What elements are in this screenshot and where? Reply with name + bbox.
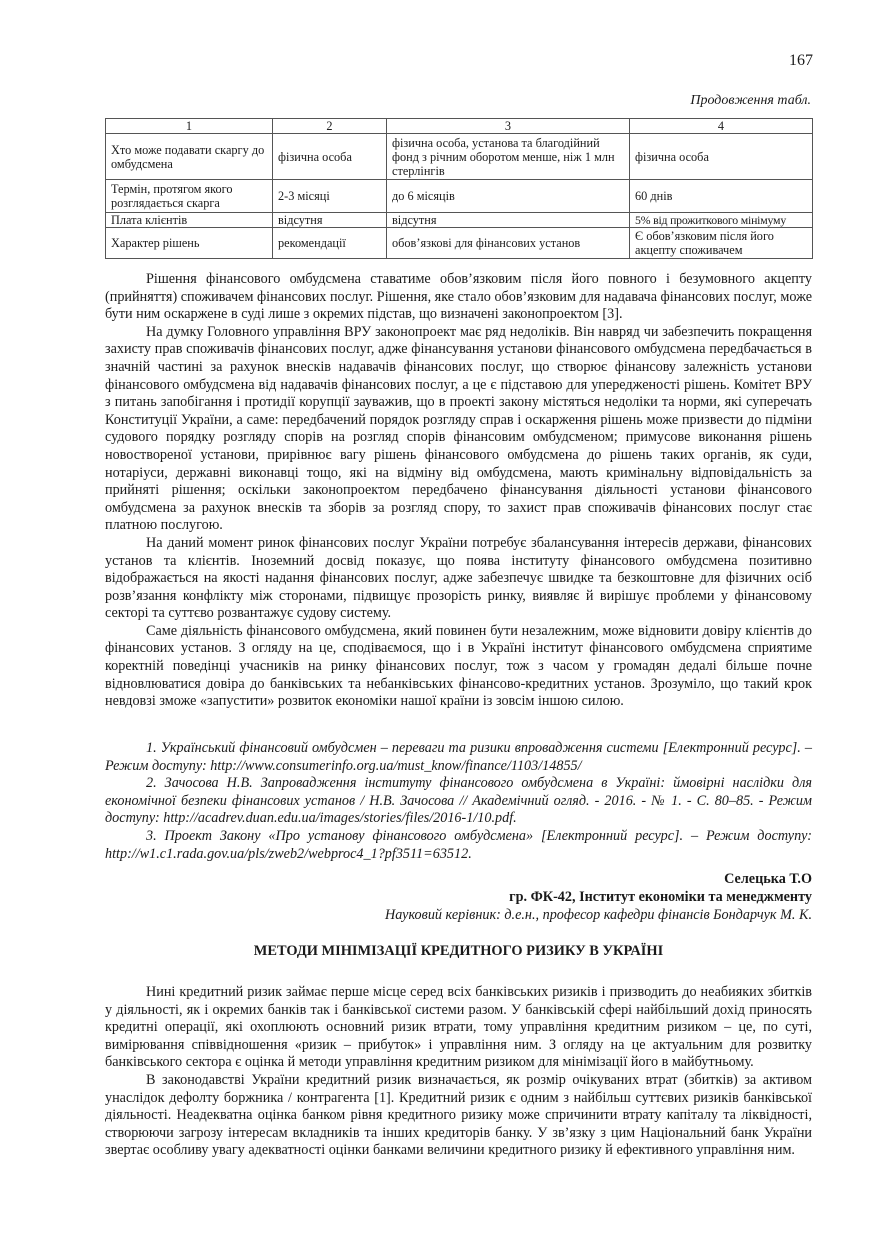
table-cell: Термін, протягом якого розглядається скарга: [106, 180, 273, 213]
article1-body: [105, 271, 812, 711]
reference-item: 3. Проект Закону «Про установу фінансового омбудсмена» [Електронний ресурс]. – Режим доступу: http://w1.c1.rada.gov.ua/pls/zweb2/webproc4_1?pf3511=63512.: [105, 827, 812, 862]
paragraph: В законодавстві України кредитний ризик визначається, як розмір очікуваних втрат (збитків) за активом унаслідок дефолту боржника / контрагента [1]. Кредитний ризик є одним з найбільш суттєвих ризиків банківської діяльності. Неадекватна оцінка банком рівня кредитного ризику може спричинити втрату капіталу та ліквідності, створюючи загрозу інтересам вкладників та інших кредиторів банку. У зв’язку з цим Національний банк України звертає особливу увагу адекватності оцінки банками величини кредитного ризику й ефективного управління ним.: [105, 1071, 812, 1159]
table-caption: Продовження табл.: [690, 93, 811, 108]
reference-item: 2. Зачосова Н.В. Запровадження інституту фінансового омбудсмена в Україні: ймовірні наслідки для економічної безпеки фінансових установ / Н.В. Зачосова // Академічний огляд. - 2016. - № 1. - С. 80–85. - Режим доступу: http://acadrev.duan.edu.ua/images/stories/files/2016-1/10.pdf.: [105, 775, 812, 827]
table-cell: обов’язкові для фінансових установ: [387, 228, 630, 259]
page-number: 167: [789, 52, 813, 69]
table-cell: 60 днів: [630, 180, 813, 213]
table-row: [106, 213, 813, 228]
table-row: [106, 228, 813, 259]
supervisor: Науковий керівник: д.е.н., професор кафедри фінансів Бондарчук М. К.: [385, 907, 812, 923]
table-cell: Характер рішень: [106, 228, 273, 259]
table-row: [106, 180, 813, 213]
table-header-row: [106, 119, 813, 134]
table-cell: Хто може подавати скаргу до омбудсмена: [106, 134, 273, 180]
table-cell: 2-3 місяці: [273, 180, 387, 213]
references-list: [105, 740, 812, 863]
table-cell: до 6 місяців: [387, 180, 630, 213]
table-cell: відсутня: [273, 213, 387, 228]
table-header-cell: 4: [630, 119, 813, 134]
paragraph: На даний момент ринок фінансових послуг України потребує збалансування інтересів держави, фінансових установ та клієнтів. Іноземний досвід показує, що поява інституту фінансового омбудсмена позитивно відображається на якості надання фінансових послуг, адже забезпечує швидке та безкоштовне для фізичних осіб розв’язання конфлікту між сторонами, підвищує прозорість ринку, виявляє й вирішує проблеми у фінансовому секторі та суттєво розвантажує судову систему.: [105, 534, 812, 622]
table-cell: фізична особа, установа та благодійний фонд з річним оборотом менше, ніж 1 млн стерлінгів: [387, 134, 630, 180]
author-name: Селецька Т.О: [724, 871, 812, 887]
paragraph: Саме діяльність фінансового омбудсмена, який повинен бути незалежним, може відновити довіру клієнтів до фінансових установ. З огляду на це, сподіваємося, що і в Україні інститут фінансового омбудсмена сприятиме коректній поведінці учасників на ринку фінансових послуг, тож з часом у громадян дедалі більше почне відновлюватися довіра до банківських та небанківських фінансово-кредитних установ. Зрозуміло, що такий крок невдовзі зможе «запустити» розвиток економіки нашої країни із зовсім іншою силою.: [105, 622, 812, 710]
table-header-cell: 1: [106, 119, 273, 134]
table-header-cell: 2: [273, 119, 387, 134]
table-header-cell: 3: [387, 119, 630, 134]
table-cell: відсутня: [387, 213, 630, 228]
table-cell: рекомендації: [273, 228, 387, 259]
reference-item: 1. Український фінансовий омбудсмен – переваги та ризики впровадження системи [Електронний ресурс]. – Режим доступу: http://www.consumerinfo.org.ua/must_know/finance/1103/14855/: [105, 740, 812, 774]
article2-body: [105, 984, 812, 1160]
table-cell: фізична особа: [273, 134, 387, 180]
comparison-table: [105, 118, 813, 259]
author-group: гр. ФК-42, Інститут економіки та менеджменту: [509, 889, 812, 905]
table-cell: Є обов’язковим після його акцепту споживачем: [630, 228, 813, 259]
author-block: [385, 870, 812, 924]
paragraph: Рішення фінансового омбудсмена ставатиме обов’язковим після його повного і безумовного акцепту (прийняття) споживачем фінансових послуг. Рішення, яке стало обов’язковим для надавача фінансових послуг, може бути ним оскаржене в суді лише з окремих підстав, що визначені законопроектом [3].: [105, 271, 812, 323]
table-cell: Плата клієнтів: [106, 213, 273, 228]
table-cell: фізична особа: [630, 134, 813, 180]
table-cell: 5% від прожиткового мінімуму: [630, 213, 813, 228]
table-row: [106, 134, 813, 180]
section-title: МЕТОДИ МІНІМІЗАЦІЇ КРЕДИТНОГО РИЗИКУ В УКРАЇНІ: [253, 943, 664, 959]
paragraph: Нині кредитний ризик займає перше місце серед всіх банківських ризиків і призводить до неабияких збитків у діяльності, як і окремих банків так і банківської системи разом. У банківській сфері найбільший дохід приносять кредитні операції, які охоплюють основний ризик втрати, тому управління кредитним ризиком – це, по суті, вимірювання співвідношення «ризик – прибуток» і управління ним. З огляду на це актуальним для розвитку банківського сектора є оцінка й методи управління кредитним ризиком для мінімізації його в майбутньому.: [105, 984, 812, 1071]
paragraph: На думку Головного управління ВРУ законопроект має ряд недоліків. Він навряд чи забезпечить покращення захисту прав споживачів фінансових послуг, адже фінансування установи фінансового омбудсмена передбачається в значній частині за рахунок внесків надавачів фінансових послуг, що створює фінансову залежність установи фінансового омбудсмена від надавачів фінансових послуг, а це є підставою для упередженості рішень. Комітет ВРУ з питань запобігання і протидії корупції зауважив, що в проекті закону містяться недоліки та норми, які суперечать Конституції України, а саме: передбачений порядок розгляду справ і оскарження рішень може призвести до підміни судового порядку розгляду спорів на розгляд спорів фінансовим омбудсменом; примусове виконання рішень новоствореної установи, прирівнює вагу рішень фінансового омбудсмена до рішень таких органів, як суди, нотаріуси, державні виконавці тощо, які на відміну від омбудсмена, мають кримінальну відповідальність за прийняті рішення; оскільки законопроектом передбачено фінансування діяльності установи фінансового омбудсмена за рахунок внесків та зборів за розгляд спору, то захист прав споживачів фінансових послуг стає платною послугою.: [105, 323, 812, 534]
